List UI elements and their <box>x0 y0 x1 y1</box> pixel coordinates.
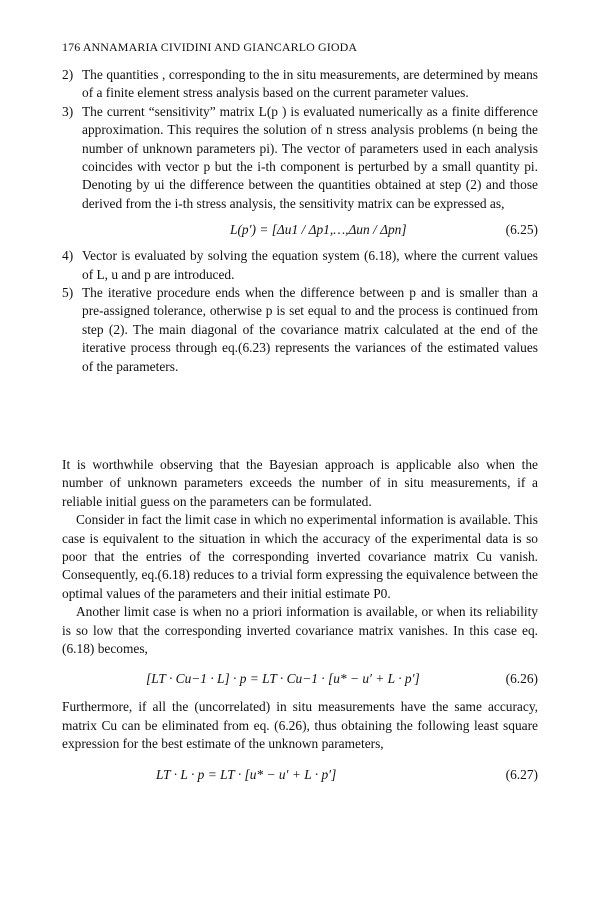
list-item <box>62 103 538 213</box>
paragraph: Consider in fact the limit case in which no experimental information is available. This case is equivalent to the situation in which the accuracy of the experimental data is so poor that the entries of the corresponding inverted covariance matrix Cu vanish. Consequently, eq.(6.18) reduces to a trivial form expressing the equivalence between the optimal values of the parameters and their initial estimate P0. <box>62 512 538 601</box>
paragraph: Another limit case is when no a priori information is available, or when its reliability is so low that the corresponding inverted covariance matrix vanishes. In this case eq. (6.18) becomes, <box>62 604 538 657</box>
body-text <box>62 456 538 794</box>
equation-number: (6.27) <box>505 766 538 782</box>
list-item <box>62 247 538 284</box>
equation-number: (6.25) <box>505 222 538 238</box>
item-number: 4) <box>62 248 74 264</box>
equation-formula: L(p′) = [Δu1 / Δp1,…,Δun / Δpn] <box>230 222 407 238</box>
item-number: 3) <box>62 103 74 119</box>
item-text: The iterative procedure ends when the difference between p and is smaller than a pre-assigned tolerance, otherwise p is set equal to and the process is continued from step (2). The main diagonal of the covariance matrix calculated at the end of the iterative process through eq.(6.23) represents the variances of the estimated values of the parameters. <box>82 285 538 374</box>
item-text: The quantities , corresponding to the in situ measurements, are determined by means of a finite element stress analysis based on the current parameter values. <box>82 67 538 101</box>
item-number: 2) <box>62 67 74 82</box>
list-item <box>62 66 538 103</box>
paragraph: It is worthwhile observing that the Bayesian approach is applicable also when the number of unknown parameters exceeds the number of in situ measurements, if a reliable initial guess on the parameters can be formulated. <box>62 457 538 509</box>
equation-number: (6.26) <box>505 671 538 687</box>
equation-formula: [LT · Cu−1 · L] · p = LT · Cu−1 · [u* − u′ + L · p′] <box>146 671 420 687</box>
list-item <box>62 284 538 376</box>
running-header: 176 ANNAMARIA CIVIDINI AND GIANCARLO GIODA <box>62 40 358 54</box>
equation <box>62 213 538 247</box>
item-text: The current “sensitivity” matrix L(p ) is evaluated numerically as a finite difference approximation. This requires the solution of n stress analysis problems (n being the number of unknown parameters pi). The vector of parameters used in each analysis coincides with vector p but the i-th component is perturbed by a small quantity pi. Denoting by ui the difference between the quantities obtained at step (2) and those derived from the i-th stress analysis, the sensitivity matrix can be expressed as, <box>82 103 538 211</box>
equation <box>62 658 538 698</box>
equation-formula: LT · L · p = LT · [u* − u′ + L · p′] <box>156 766 337 782</box>
item-number: 5) <box>62 285 74 301</box>
item-text: Vector is evaluated by solving the equation system (6.18), where the current values of L, u and p are introduced. <box>82 248 538 282</box>
equation <box>62 754 538 794</box>
procedure-list <box>62 66 538 376</box>
paragraph: Furthermore, if all the (uncorrelated) in situ measurements have the same accuracy, matrix Cu can be eliminated from eq. (6.26), thus obtaining the following least square expression for the best estimate of the unknown parameters, <box>62 699 538 752</box>
